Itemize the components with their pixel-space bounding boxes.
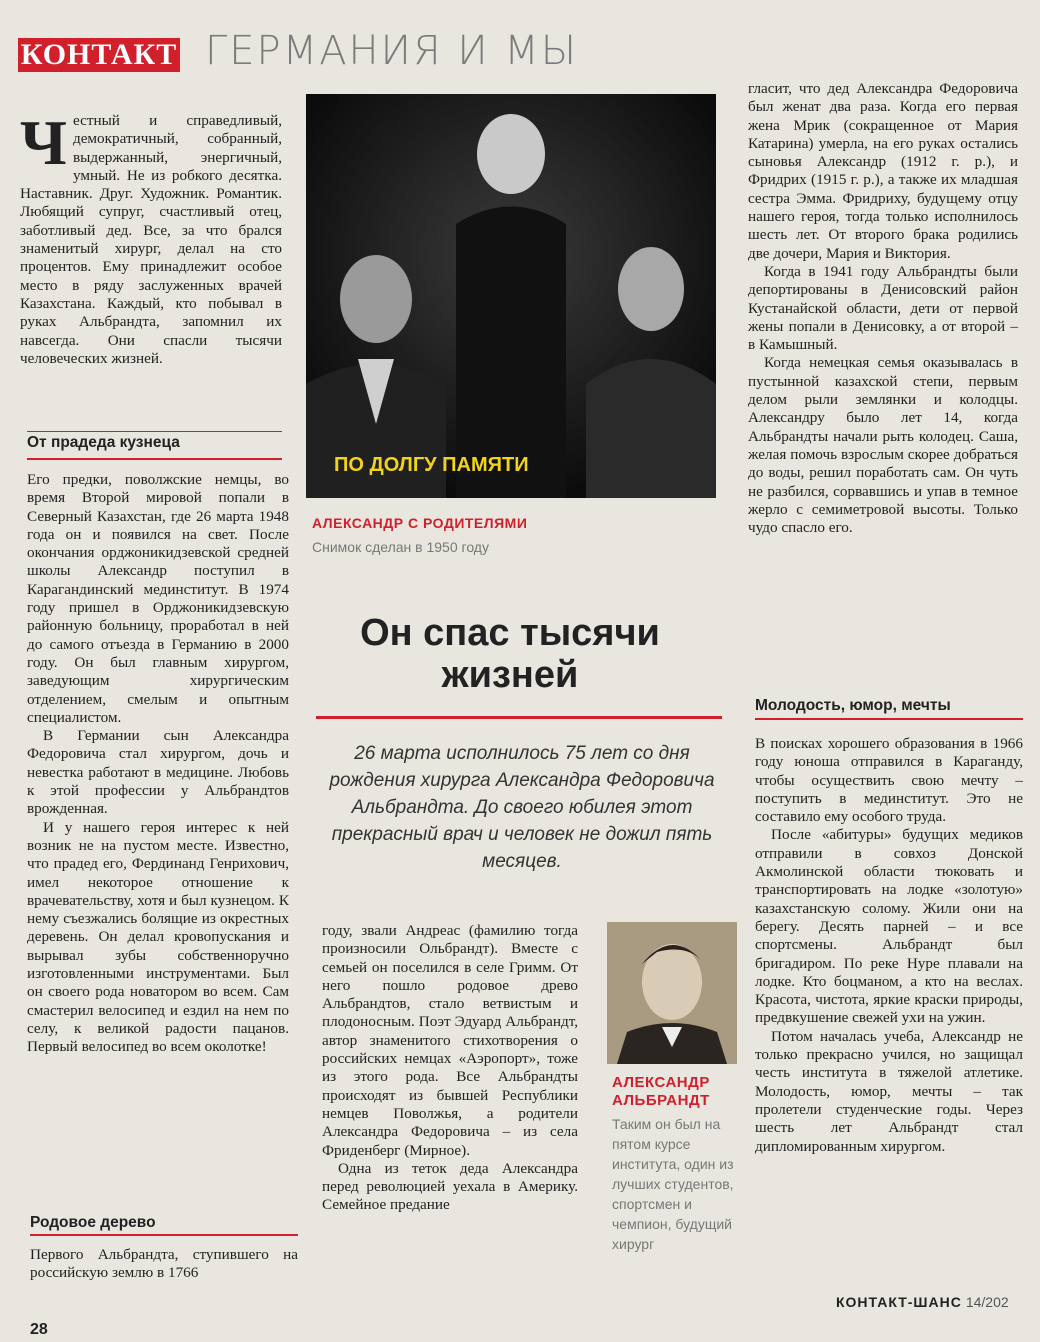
photo-caption: АЛЕКСАНДР С РОДИТЕЛЯМИ xyxy=(312,515,528,531)
paragraph: году, звали Андреас (фамилию тогда произносили Ольбрандт). Вместе с семьей он поселился в селе Гримм. От него пошло родовое древо Альбрандтов, стало ветвистым и плодоносным. Поэт Эдуард Альбрандт, автор знаменитого стихотворения о российских немцах «Аэропорт», тоже из этого рода. Все Альбрандты происходят из бывшей Республики немцев Поволжья, а родители Александра Федоровича – из села Фриденберг (Мирное). xyxy=(322,922,578,1159)
column-1-text xyxy=(27,471,289,1057)
paragraph: В поисках хорошего образования в 1966 году юноша отправился в Караганду, чтобы осуществить свою мечту – поступить в мединститут. Это не составило ему особого труда. xyxy=(755,735,1023,826)
footer xyxy=(836,1294,1009,1312)
subhead-rule xyxy=(27,431,282,432)
subhead-rule xyxy=(755,718,1023,720)
paragraph: гласит, что дед Александра Федоровича был женат два раза. Когда его первая жена Мрик (сокращенное от Мария Катарина) умерла, на его руках остались сыновья Александр (1912 г. р.), и Фридрих (1915 г. р.), а также их младшая сестра Эмма. Фридриху, будущему отцу нашего героя, тогда только исполнилось шесть лет. От второго брака родились две дочери, Мария и Виктория. xyxy=(748,80,1018,262)
subhead-rule xyxy=(30,1234,298,1236)
magazine-logo: КОНТАКТ xyxy=(18,38,180,72)
intro-paragraph xyxy=(20,107,282,368)
paragraph: Одна из теток деда Александра перед революцией уехала в Америку. Семейное предание xyxy=(322,1159,578,1214)
article-title: Он спас тысячи жизней xyxy=(360,612,660,696)
article-lead: 26 марта исполнилось 75 лет со дня рождения хирурга Александра Федоровича Альбрандта. До своего юбилея этот прекрасный врач и человек не дожил пять месяцев. xyxy=(329,743,715,872)
paragraph: После «абитуры» будущих медиков отправили в совхоз Донской Акмолинской области тюковать и транспортировать на лодке «золотую» казахстанскую солому. Жили они на берегу. Десять парней – и все спортсмены. Альбрандт был бригадиром. По реке Нуре плавали на лодке. Кто боцманом, а кто на веслах. Красота, чистота, яркие краски природы, предвкушение свежей ухи на ужин. xyxy=(755,826,1023,1027)
title-rule xyxy=(316,716,722,719)
paragraph: Его предки, поволжские немцы, во время Второй мировой попали в Северный Казахстан, где 26 марта 1948 года он и появился на свет. После окончания орджоникидзевской средней школы Александр поступил в Карагандинский мединститут. В 1974 году пришел в Орджоникидзевскую районную больницу, проработал в ней до самого отъезда в Германию в 2000 году. Он был главным хирургом, заведующим хирургическим отделением, смелым и опытным специалистом. xyxy=(27,471,289,726)
photo-subcaption: Снимок сделан в 1950 году xyxy=(312,539,489,555)
column-3-text xyxy=(748,80,1018,537)
portrait-photo xyxy=(607,922,737,1064)
paragraph: Когда в 1941 году Альбрандты были депортированы в Денисовский район Кустанайской области, дети от первой жены попали в Денисовку, а от второй – в Камышный. xyxy=(748,262,1018,354)
family-photo-image xyxy=(306,94,716,498)
column-2-text xyxy=(322,922,578,1215)
intro-text: естный и справедливый, демократичный, собранный, выдержанный, энергичный, умный. Не из робкого десятка. Наставник. Друг. Художник. Романтик. Любящий супруг, счастливый отец, заботливый дед. Все, за что брался знаменитый хирург, делал на сто процентов. Ему принадлежит особое место в ряду заслуженных врачей Казахстана. Каждый, кто побывал в руках Альбрандта, запомнил их навсегда. Они спасли тысячи человеческих жизней. xyxy=(20,112,282,367)
paragraph: И у нашего героя интерес к ней возник не на пустом месте. Известно, что прадед его, Фердинанд Генрихович, имел некоторое отношение к врачевательству, хотя и был кузнецом. К нему съезжались болящие из окрестных деревень. Он делал кровопускания и вырывал зубы собственноручно изготовленными инструментами. Был он своего рода новатором во всем. Сам смастерил велосипед и ездил на нем по селу, к великой радости пацанов. Первый велосипед во всем околотке! xyxy=(27,818,289,1056)
subhead-family-tree: Родовое дерево xyxy=(30,1214,156,1231)
page-number: 28 xyxy=(30,1321,48,1338)
paragraph: В Германии сын Александра Федоровича стал хирургом, дочь и невестка работают в медицине. Любовь к этой профессии у Альбрандтов врожденная. xyxy=(27,727,289,818)
paragraph: Первого Альбрандта, ступившего на российскую землю в 1766 xyxy=(30,1246,298,1282)
dropcap: Ч xyxy=(20,107,67,178)
portrait-caption: АЛЕКСАНДР АЛЬБРАНДТ xyxy=(612,1074,710,1109)
family-photo xyxy=(306,94,716,498)
portrait-image xyxy=(607,922,737,1064)
column-1-end xyxy=(30,1246,298,1283)
paragraph: Потом началась учеба, Александр не только прекрасно учился, но защищал честь института в тяжелой атлетике. Молодость, юмор, мечты – так пролетели студенческие годы. Через шесть лет Альбрандт стал дипломированным хирургом. xyxy=(755,1027,1023,1155)
subhead-youth: Молодость, юмор, мечты xyxy=(755,697,951,714)
footer-brand: КОНТАКТ-ШАНС xyxy=(836,1294,962,1310)
subhead-rule xyxy=(27,458,282,460)
section-title: ГЕРМАНИЯ И МЫ xyxy=(205,28,579,74)
portrait-text: Таким он был на пятом курсе института, один из лучших студентов, спортсмен и чемпион, будущий хирург xyxy=(612,1116,734,1252)
photo-label: ПО ДОЛГУ ПАМЯТИ xyxy=(334,454,529,476)
column-3-end xyxy=(755,735,1023,1156)
subhead-ancestor: От прадеда кузнеца xyxy=(27,434,180,451)
paragraph: Когда немецкая семья оказывалась в пустынной казахской степи, первым делом рыли землянки и колодцы. Александру было лет 14, когда Альбрандты начали рыть колодец. Саша, желая помочь взрослым скорее добраться до воды, решил поработать сам. Он чуть не разбился, сорвавшись и упав в темное жерло с семиметровой высоты. Только чудо спасло его. xyxy=(748,354,1018,537)
footer-issue: 14/202 xyxy=(965,1294,1009,1310)
